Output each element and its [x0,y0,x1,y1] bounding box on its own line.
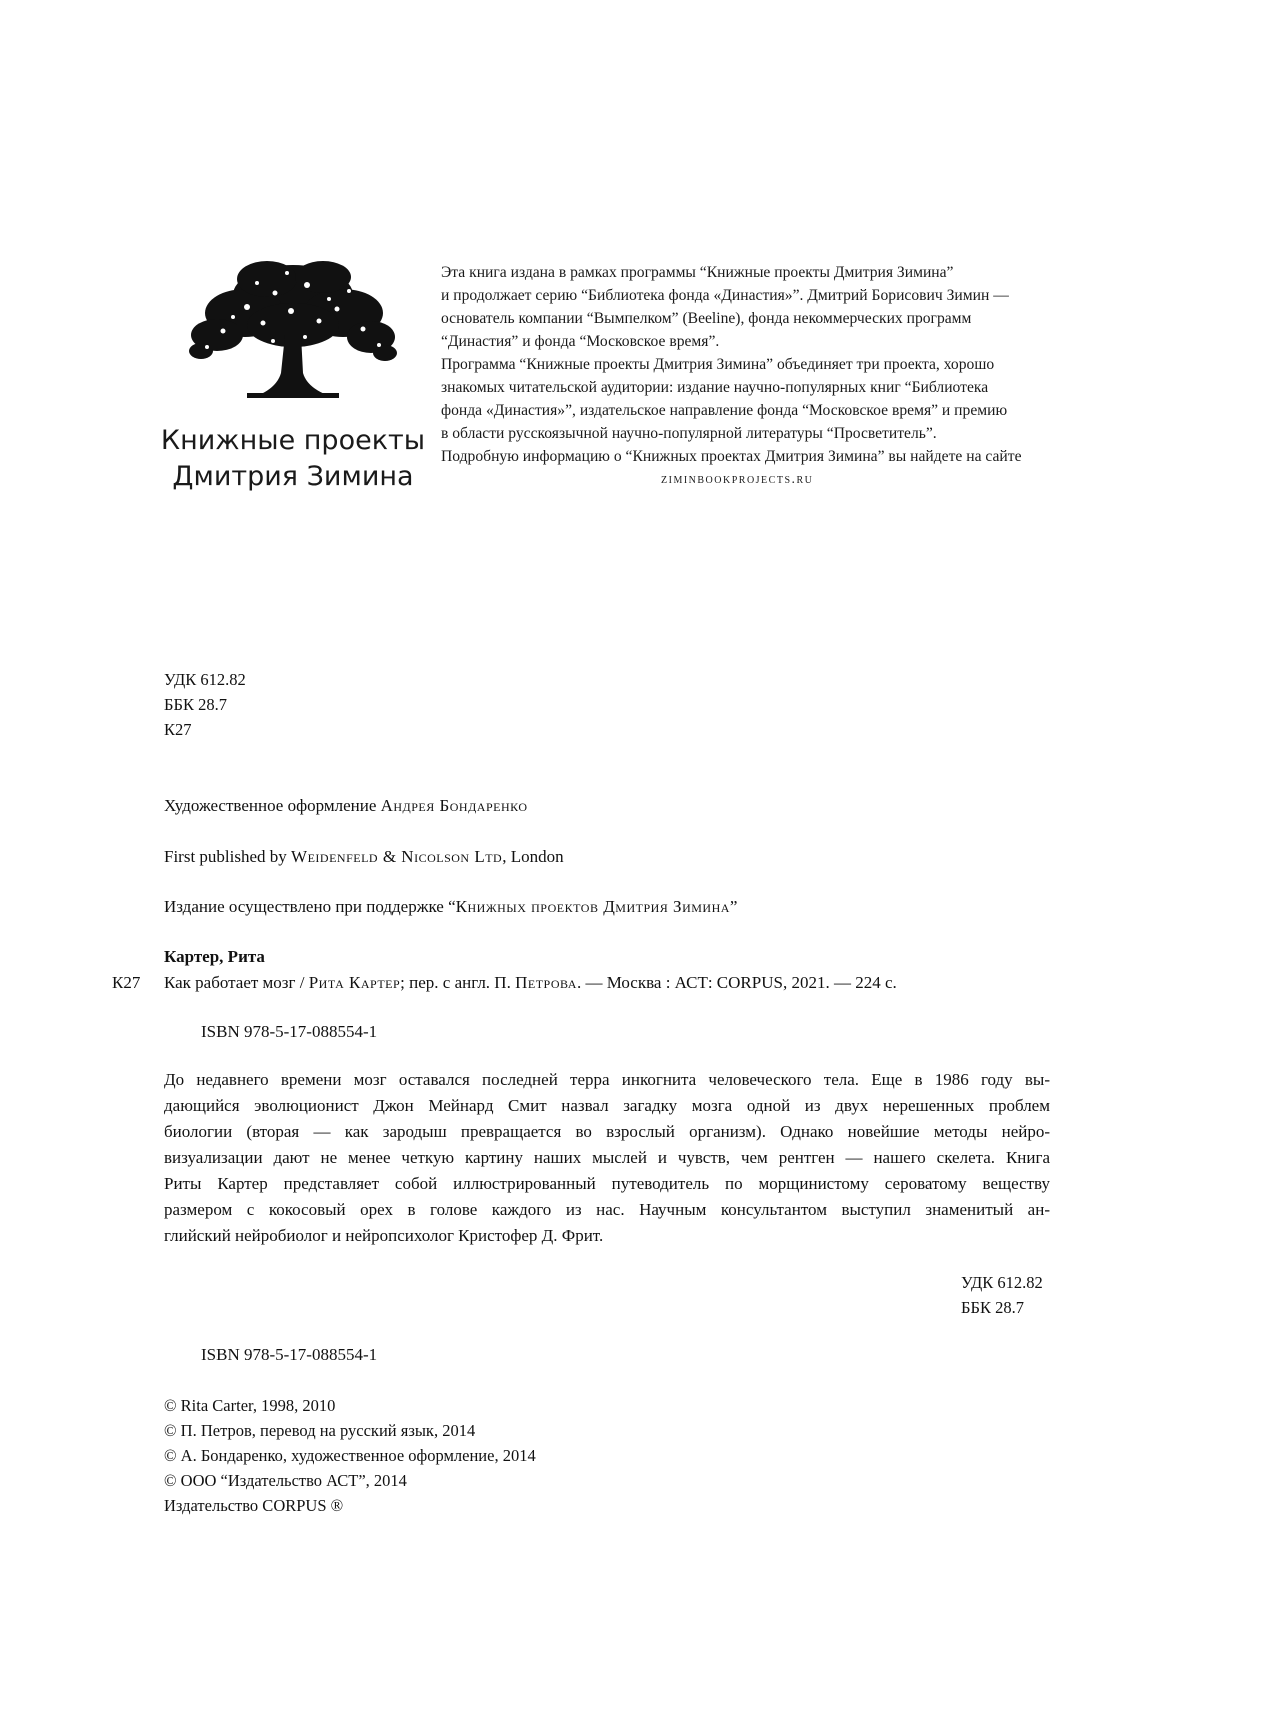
author-sign: К27 [164,720,192,739]
copyright-block [164,1393,536,1518]
classification-codes [164,667,246,742]
support-suffix: ” [729,897,738,916]
udk-code: УДК 612.82 [164,670,246,689]
intro-line: основатель компании “Вымпелком” (Beeline), фонда некоммерческих программ [441,310,972,327]
support-credit [164,895,737,919]
abstract-line: До недавнего времени мозг оставался последней терра инкогнита человеческого тела. Еще в 1986 году вы- [164,1070,1050,1089]
copyright-line: © П. Петров, перевод на русский язык, 2014 [164,1421,476,1440]
isbn-bottom: ISBN 978-5-17-088554-1 [201,1345,378,1364]
designer-name: Андрея Бондаренко [380,796,528,815]
udk-code: УДК 612.82 [961,1273,1043,1292]
logo-name-line: Книжные проекты [160,425,426,456]
intro-line: “Династия” и фонда “Московское время”. [441,333,720,350]
abstract-line: размером с кокосовый орех в голове каждого из нас. Научным консультантом выступил знаменитый ан- [164,1200,1050,1219]
support-prefix: Издание осуществлено при поддержке “ [164,897,456,916]
bib-translator-prefix: ; пер. с англ. П. [400,973,516,992]
classification-codes-right [961,1270,1043,1320]
bib-title: Как работает мозг / [164,973,309,992]
copyright-line: Издательство CORPUS ® [164,1496,344,1515]
bib-margin-code: К27 [112,973,141,992]
bib-imprint: . — Москва : АСТ: CORPUS, 2021. — 224 с. [576,973,897,992]
first-published-credit [164,845,564,869]
bbk-code: ББК 28.7 [164,695,227,714]
bbk-code: ББК 28.7 [961,1298,1024,1317]
first-published-suffix: , London [502,847,564,866]
abstract-line: глийский нейробиолог и нейропсихолог Кристофер Д. Фрит. [164,1226,604,1245]
logo-name-line: Дмитрия Зимина [172,461,414,492]
logo-name [158,423,428,495]
isbn: ISBN 978-5-17-088554-1 [201,1022,378,1041]
abstract-line: дающийся эволюционист Джон Мейнард Смит назвал загадку мозга одной из двух нерешенных проблем [164,1096,1050,1115]
intro-line: фонда «Династия»”, издательское направление фонда “Московское время” и премию [441,402,1008,419]
copyright-line: © Rita Carter, 1998, 2010 [164,1396,336,1415]
tree-icon [187,255,399,403]
bib-translator: Петрова [515,973,577,992]
abstract-line: визуализации дают не менее четкую картину наших мыслей и чувств, чем рентген — нашего скелета. Книга [164,1148,1050,1167]
abstract-line: Риты Картер представляет собой иллюстрированный путеводитель по морщинистому сероватому веществу [164,1174,1050,1193]
design-credit-prefix: Художественное оформление [164,796,381,815]
original-publisher: Weidenfeld & Nicolson Ltd [291,847,503,866]
design-credit [164,794,527,818]
support-name: Книжных проектов Дмитрия Зимина [455,897,730,916]
intro-line: в области русскоязычной научно-популярной литературы “Просветитель”. [441,425,937,442]
copyright-line: © ООО “Издательство АСТ”, 2014 [164,1471,407,1490]
first-published-prefix: First published by [164,847,292,866]
website-link[interactable]: ziminbookprojects.ru [661,472,814,487]
program-description [441,261,1121,491]
intro-line: Программа “Книжные проекты Дмитрия Зимина” объединяет три проекта, хорошо [441,356,995,373]
bib-author: Картер, Рита [164,947,265,966]
intro-line: Подробную информацию о “Книжных проектах Дмитрия Зимина” вы найдете на сайте [441,448,1022,465]
intro-line: знакомых читательской аудитории: издание научно-популярных книг “Библиотека [441,379,989,396]
publisher-logo [158,255,428,495]
abstract [164,1067,1050,1249]
intro-line: Эта книга издана в рамках программы “Книжные проекты Дмитрия Зимина” [441,264,954,281]
bib-description [164,971,897,995]
copyright-line: © А. Бондаренко, художественное оформление, 2014 [164,1446,536,1465]
intro-line: и продолжает серию “Библиотека фонда «Династия»”. Дмитрий Борисович Зимин — [441,287,1009,304]
abstract-line: биологии (вторая — как зародыш превращается во взрослый организм). Однако новейшие методы нейро- [164,1122,1050,1141]
bib-author-sc: Рита Картер [308,973,401,992]
